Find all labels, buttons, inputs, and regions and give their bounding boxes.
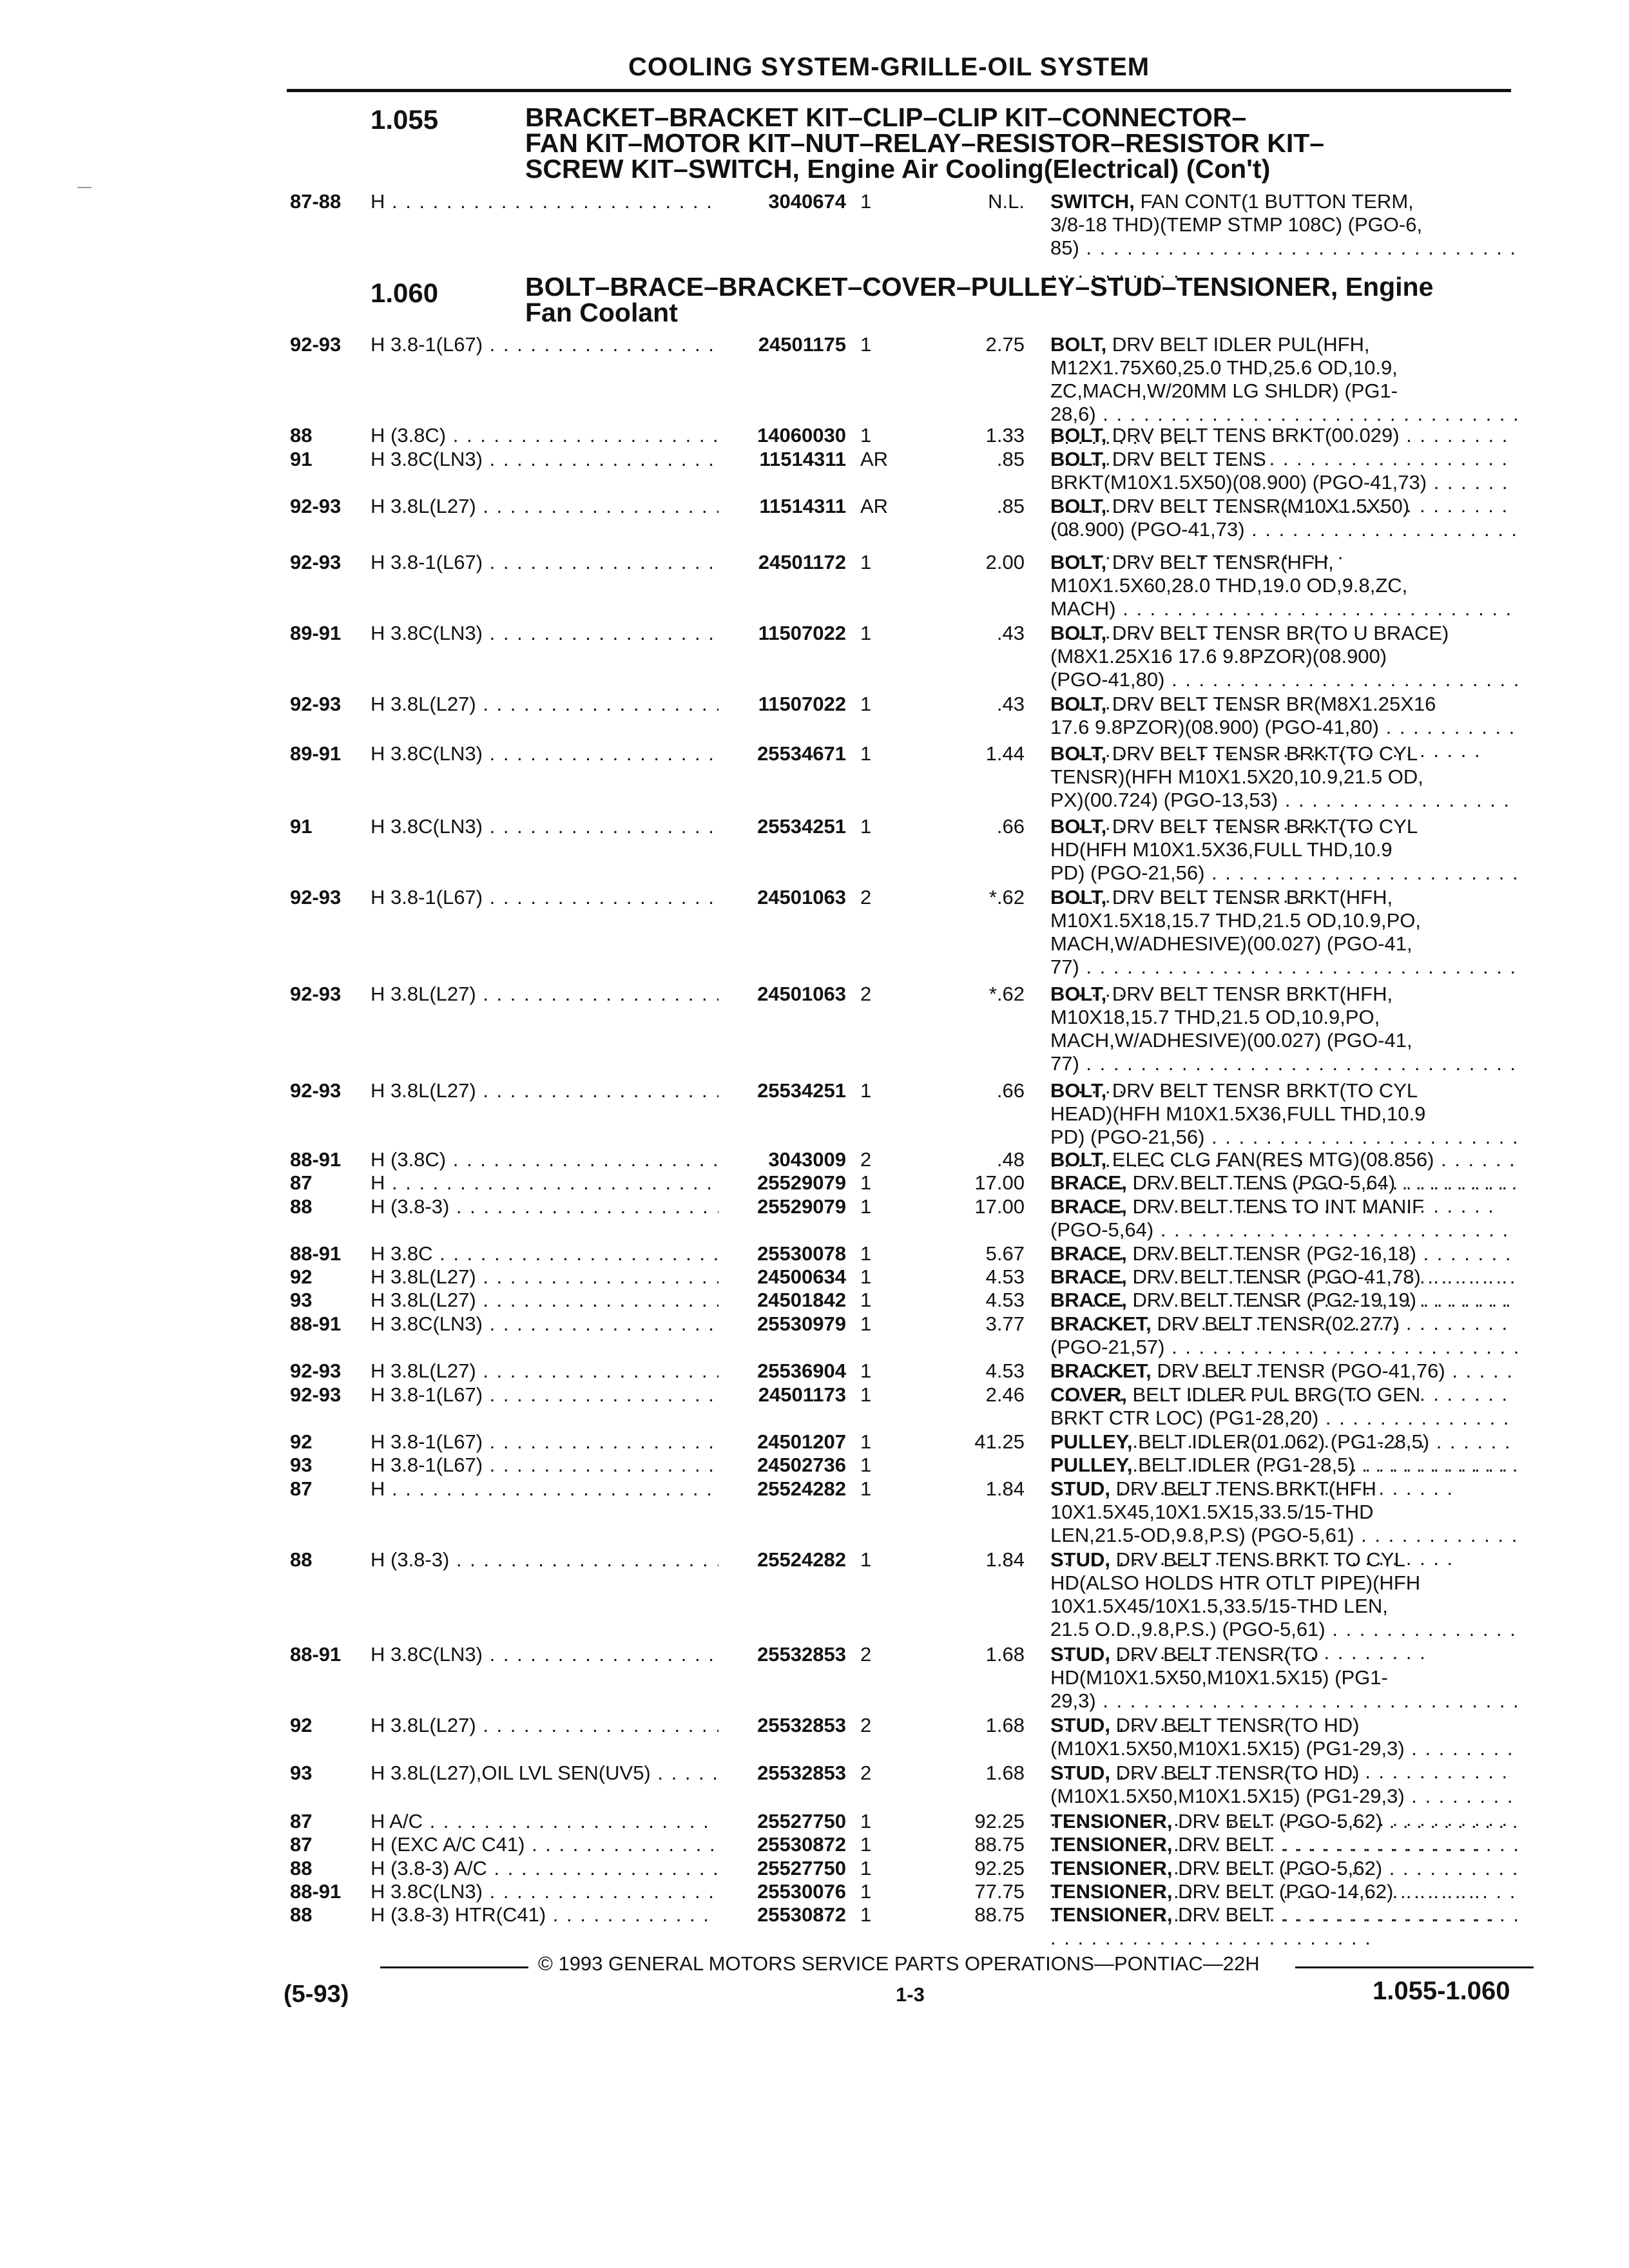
price: .85	[996, 448, 1025, 470]
part-name: SWITCH,	[1050, 190, 1135, 213]
part-name: STUD,	[1050, 1714, 1110, 1736]
part-number: 11514311	[718, 448, 846, 471]
price: .48	[996, 1148, 1025, 1171]
part-name: TENSIONER,	[1050, 1810, 1173, 1832]
price: 1.68	[985, 1714, 1025, 1736]
copyright: © 1993 GENERAL MOTORS SERVICE PARTS OPERATIONS—PONTIAC—22H	[538, 1952, 1260, 1975]
part-detail: DRV BELT TENS BRKT TO CYL HD(ALSO HOLDS HTR OTLT PIPE)(HFH 10X1.5X45/10X1.5,33.5/15-THD LEN, 21.5 O.D.,9.8,P.S.) (PGO-5,61) . . .	[1050, 1548, 1517, 1664]
model-year: 87	[290, 1477, 313, 1500]
quantity: 1	[860, 622, 872, 644]
quantity: 2	[860, 1148, 872, 1171]
model-year: 88	[290, 1195, 313, 1218]
part-name: PULLEY,	[1050, 1454, 1133, 1476]
part-number: 24501842	[718, 1289, 846, 1312]
price: 88.75	[974, 1903, 1025, 1926]
model-year: 92-93	[290, 1383, 342, 1406]
part-number: 25530872	[718, 1903, 846, 1927]
part-detail: DRV BELT TENSR BRKT(TO CYL TENSR)(HFH M10X1.5X20,10.9,21.5 OD, PX)(00.724) (PGO-13,53) . . .	[1050, 742, 1510, 834]
part-detail: DRV BELT TENSR (PGO-41,76) . . .	[1050, 1360, 1514, 1428]
quantity: 1	[860, 1289, 872, 1311]
model-code: H 3.8-1(L67) . . .	[371, 886, 718, 909]
part-number: 25532853	[718, 1714, 846, 1737]
quantity: 1	[860, 1171, 872, 1194]
part-name: BOLT,	[1050, 333, 1107, 356]
quantity: 1	[860, 190, 872, 213]
model-year: 88-91	[290, 1880, 342, 1903]
part-number: 25534251	[718, 1079, 846, 1102]
section-number: 1.060	[371, 278, 439, 308]
quantity: 1	[860, 1312, 872, 1335]
price: 1.68	[985, 1643, 1025, 1666]
price: 5.67	[985, 1242, 1025, 1265]
model-code: H 3.8L(L27) . . .	[371, 1079, 718, 1102]
part-detail: DRV BELT TENSR (PG2-16,18) . . .	[1050, 1242, 1512, 1311]
model-code: H 3.8C(LN3) . . .	[371, 448, 718, 471]
model-code: H . . .	[371, 1477, 718, 1501]
model-year: 88-91	[290, 1242, 342, 1265]
model-code: H 3.8L(L27) . . .	[371, 1265, 718, 1289]
quantity: 1	[860, 1548, 872, 1571]
part-detail: BELT IDLER (PG1-28,5) . . .	[1050, 1454, 1519, 1499]
part-name: BOLT,	[1050, 424, 1107, 447]
model-year: 88	[290, 1903, 313, 1926]
model-code: H (3.8-3) . . .	[371, 1548, 718, 1571]
part-number: 24501175	[718, 333, 846, 356]
part-name: BRACKET,	[1050, 1312, 1152, 1335]
model-year: 91	[290, 448, 313, 470]
model-year: 87	[290, 1810, 313, 1832]
model-code: H 3.8L(L27) . . .	[371, 495, 718, 518]
part-detail: DRV BELT TENSR (PG2-19,19) . . .	[1050, 1289, 1512, 1358]
footer-rule	[380, 1966, 528, 1968]
price: 4.53	[985, 1265, 1025, 1288]
model-code: H 3.8C(LN3) . . .	[371, 742, 718, 765]
quantity: 1	[860, 1079, 872, 1102]
part-number: 11507022	[718, 693, 846, 716]
part-detail: DRV BELT TENS BRKT(HFH 10X1.5X45,10X1.5X15,33.5/15-THD LEN,21.5-OD,9.8,P.S) (PGO-5,61) . . .	[1050, 1477, 1518, 1570]
part-name: TENSIONER,	[1050, 1903, 1173, 1926]
price: 92.25	[974, 1810, 1025, 1832]
model-year: 88	[290, 424, 313, 447]
quantity: 1	[860, 1383, 872, 1406]
footer-rule	[1295, 1966, 1534, 1968]
part-number: 25527750	[718, 1810, 846, 1833]
part-number: 24501207	[718, 1430, 846, 1454]
part-number: 24501172	[718, 551, 846, 574]
model-code: H (3.8C) . . .	[371, 1148, 718, 1171]
part-number: 11514311	[718, 495, 846, 518]
model-year: 88-91	[290, 1312, 342, 1335]
quantity: 1	[860, 1880, 872, 1903]
model-year: 92-93	[290, 693, 342, 715]
model-year: 88	[290, 1548, 313, 1571]
part-detail: DRV BELT TENS BRKT(M10X1.5X50)(08.900) (PGO-41,73) . . .	[1050, 448, 1509, 540]
price: 88.75	[974, 1833, 1025, 1856]
price: 4.53	[985, 1360, 1025, 1382]
part-name: STUD,	[1050, 1477, 1110, 1500]
model-code: H 3.8-1(L67) . . .	[371, 1383, 718, 1407]
price: 17.00	[974, 1171, 1025, 1194]
quantity: 1	[860, 742, 872, 765]
quantity: 1	[860, 333, 872, 356]
part-number: 14060030	[718, 424, 846, 447]
part-detail: DRV BELT TENS BRKT(00.029) . . .	[1050, 424, 1509, 470]
model-code: H 3.8C . . .	[371, 1242, 718, 1265]
part-name: BRACE,	[1050, 1289, 1127, 1311]
quantity: 1	[860, 1477, 872, 1500]
part-number: 25530979	[718, 1312, 846, 1336]
part-detail: DRV BELT (PGO-14,62) . . .	[1050, 1880, 1516, 1926]
model-year: 92-93	[290, 551, 342, 573]
quantity: 1	[860, 1195, 872, 1218]
model-code: H 3.8-1(L67) . . .	[371, 1430, 718, 1454]
model-code: H (3.8-3) A/C . . .	[371, 1857, 718, 1880]
part-name: TENSIONER,	[1050, 1857, 1173, 1879]
price: 92.25	[974, 1857, 1025, 1879]
part-detail: FAN CONT(1 BUTTON TERM, 3/8-18 THD)(TEMP STMP 108C) (PGO-6, 85) . . .	[1050, 190, 1517, 282]
part-name: STUD,	[1050, 1548, 1110, 1571]
model-code: H 3.8-1(L67) . . .	[371, 551, 718, 574]
model-code: H 3.8C(LN3) . . .	[371, 1643, 718, 1666]
part-number: 24502736	[718, 1454, 846, 1477]
part-detail: DRV BELT TENSR BRKT(TO CYL HD(HFH M10X1.5X36,FULL THD,10.9 PD) (PGO-21,56) . . .	[1050, 815, 1519, 907]
section-number: 1.055	[371, 104, 439, 135]
model-year: 92-93	[290, 1079, 342, 1102]
model-year: 93	[290, 1454, 313, 1476]
part-detail: DRV BELT TENSR(TO HD) (M10X1.5X50,M10X1.5X15) (PG1-29,3) . . .	[1050, 1714, 1514, 1783]
model-year: 87	[290, 1833, 313, 1856]
part-name: BOLT,	[1050, 815, 1107, 838]
price: 1.44	[985, 742, 1025, 765]
model-year: 88-91	[290, 1148, 342, 1171]
model-code: H 3.8L(L27) . . .	[371, 1714, 718, 1737]
model-year: 92-93	[290, 333, 342, 356]
model-code: H 3.8C(LN3) . . .	[371, 1880, 718, 1903]
price: 2.75	[985, 333, 1025, 356]
model-code: H . . .	[371, 1171, 718, 1195]
part-detail: DRV BELT IDLER PUL(HFH, M12X1.75X60,25.0 THD,25.6 OD,10.9, ZC,MACH,W/20MM LG SHLDR) (PG1- 28,6) . . .	[1050, 333, 1520, 448]
part-detail: DRV BELT . . .	[1050, 1903, 1520, 1949]
part-number: 25524282	[718, 1477, 846, 1501]
quantity: 2	[860, 1762, 872, 1784]
price: .66	[996, 815, 1025, 838]
quantity: 1	[860, 693, 872, 715]
quantity: 1	[860, 1857, 872, 1879]
model-year: 93	[290, 1289, 313, 1311]
model-year: 87-88	[290, 190, 342, 213]
model-code: H 3.8-1(L67) . . .	[371, 333, 718, 356]
part-detail: DRV BELT . . .	[1050, 1833, 1520, 1879]
model-code: H 3.8C(LN3) . . .	[371, 1312, 718, 1336]
model-year: 88	[290, 1857, 313, 1879]
part-number: 25524282	[718, 1548, 846, 1571]
section-title: BOLT–BRACE–BRACKET–COVER–PULLEY–STUD–TENSIONER, Engine Fan Coolant	[525, 272, 1434, 327]
edge-mark	[77, 187, 92, 188]
model-year: 92-93	[290, 1360, 342, 1382]
part-description	[1050, 190, 1521, 283]
price: 1.33	[985, 424, 1025, 447]
model-code: H (3.8C) . . .	[371, 424, 718, 447]
quantity: 1	[860, 1360, 872, 1382]
part-detail: DRV BELT TENSR BRKT(HFH, M10X1.5X18,15.7 THD,21.5 OD,10.9,PO, MACH,W/ADHESIVE)(00.027) (PGO-41, 77) . . .	[1050, 886, 1517, 1001]
model-year: 92	[290, 1430, 313, 1453]
part-name: BOLT,	[1050, 1079, 1107, 1102]
price: .66	[996, 1079, 1025, 1102]
part-detail: DRV BELT TENSR(TO HD) (M10X1.5X50,M10X1.5X15) (PG1-29,3) . . .	[1050, 1762, 1514, 1831]
price: 41.25	[974, 1430, 1025, 1453]
quantity: 1	[860, 1833, 872, 1856]
part-detail: DRV BELT TENSR BR(TO U BRACE) (M8X1.25X16 17.6 9.8PZOR)(08.900) (PGO-41,80) . . .	[1050, 622, 1520, 714]
part-name: BOLT,	[1050, 622, 1107, 644]
model-year: 92-93	[290, 886, 342, 908]
part-number: 25534251	[718, 815, 846, 838]
part-number: 25536904	[718, 1360, 846, 1383]
part-number: 25530076	[718, 1880, 846, 1903]
model-code: H 3.8C(LN3) . . .	[371, 815, 718, 838]
model-year: 92	[290, 1265, 313, 1288]
page-title: COOLING SYSTEM-GRILLE-OIL SYSTEM	[628, 53, 1150, 81]
quantity: 1	[860, 815, 872, 838]
price: 1.68	[985, 1762, 1025, 1784]
quantity: 2	[860, 1643, 872, 1666]
model-code: H 3.8C(LN3) . . .	[371, 622, 718, 645]
quantity: 1	[860, 1265, 872, 1288]
quantity: 1	[860, 1454, 872, 1476]
model-code: H 3.8L(L27),OIL LVL SEN(UV5) . . .	[371, 1762, 718, 1785]
price: .43	[996, 622, 1025, 644]
part-name: BOLT,	[1050, 742, 1107, 765]
quantity: 1	[860, 1430, 872, 1453]
model-year: 92-93	[290, 495, 342, 517]
part-number: 25530872	[718, 1833, 846, 1856]
part-detail: DRV BELT TENS (PGO-5,64) . . .	[1050, 1171, 1518, 1217]
price: 1.84	[985, 1548, 1025, 1571]
part-detail: DRV BELT TENSR BRKT(TO CYL HEAD)(HFH M10X1.5X36,FULL THD,10.9 PD) (PGO-21,56) . . .	[1050, 1079, 1519, 1171]
part-number: 25530078	[718, 1242, 846, 1265]
section-range: 1.055-1.060	[1373, 1977, 1510, 2005]
price: 2.46	[985, 1383, 1025, 1406]
page-footer	[0, 1952, 1629, 2030]
part-number: 11507022	[718, 622, 846, 645]
part-number: 25532853	[718, 1762, 846, 1785]
part-name: TENSIONER,	[1050, 1880, 1173, 1903]
part-number: 25529079	[718, 1195, 846, 1218]
part-number: 25527750	[718, 1857, 846, 1880]
part-detail: DRV BELT TENSR(02.277) (PGO-21,57) . . .	[1050, 1312, 1520, 1381]
price: *.62	[988, 983, 1025, 1005]
part-name: BOLT,	[1050, 983, 1107, 1005]
part-name: BOLT,	[1050, 448, 1107, 470]
price: 17.00	[974, 1195, 1025, 1218]
page-number: 1-3	[896, 1983, 925, 2006]
price: N.L.	[988, 190, 1025, 213]
part-number: 25534671	[718, 742, 846, 765]
quantity: 2	[860, 983, 872, 1005]
part-detail: DRV BELT (PGO-5,62) . . .	[1050, 1810, 1519, 1856]
price: .85	[996, 495, 1025, 517]
part-detail: DRV BELT TENSR BRKT(HFH, M10X18,15.7 THD,21.5 OD,10.9,PO, MACH,W/ADHESIVE)(00.027) (PGO-41, 77) . . .	[1050, 983, 1517, 1098]
part-name: BOLT,	[1050, 693, 1107, 715]
model-code: H 3.8L(L27) . . .	[371, 1289, 718, 1312]
page-header	[287, 49, 1511, 92]
part-name: TENSIONER,	[1050, 1833, 1173, 1856]
part-number: 3040674	[718, 190, 846, 213]
model-year: 89-91	[290, 622, 342, 644]
model-code: H 3.8L(L27) . . .	[371, 693, 718, 716]
part-name: BRACKET,	[1050, 1360, 1152, 1382]
part-number: 24501063	[718, 886, 846, 909]
section-title: BRACKET–BRACKET KIT–CLIP–CLIP KIT–CONNECTOR– FAN KIT–MOTOR KIT–NUT–RELAY–RESISTOR–RESISTOR KIT– SCREW KIT–SWITCH, Engine Air Cooling(Electrical) (Con't)	[525, 102, 1325, 184]
part-name: COVER,	[1050, 1383, 1127, 1406]
model-year: 89-91	[290, 742, 342, 765]
part-detail: BELT IDLER(01.062) (PG1-28,5) . . .	[1050, 1430, 1511, 1499]
part-name: BOLT,	[1050, 495, 1107, 517]
quantity: AR	[860, 495, 889, 517]
model-year: 93	[290, 1762, 313, 1784]
part-name: BOLT,	[1050, 1148, 1107, 1171]
part-number: 24501173	[718, 1383, 846, 1407]
model-code: H 3.8-1(L67) . . .	[371, 1454, 718, 1477]
part-detail: DRV BELT TENSR (PGO-41,78) . . .	[1050, 1265, 1516, 1334]
part-number: 3043009	[718, 1148, 846, 1171]
model-year: 92	[290, 1714, 313, 1736]
price: 1.84	[985, 1477, 1025, 1500]
price: 2.00	[985, 551, 1025, 573]
part-detail: DRV BELT TENSR BR(M8X1.25X16 17.6 9.8PZOR)(08.900) (PGO-41,80) . . .	[1050, 693, 1516, 762]
part-name: STUD,	[1050, 1762, 1110, 1784]
part-detail: DRV BELT TENSR(HFH, M10X1.5X60,28.0 THD,19.0 OD,9.8,ZC, MACH) . . .	[1050, 551, 1512, 643]
part-description	[1050, 1903, 1521, 1950]
quantity: 1	[860, 1810, 872, 1832]
part-detail: ELEC CLG FAN(RES MTG)(08.856) . . .	[1050, 1148, 1516, 1217]
model-code: H . . .	[371, 190, 718, 213]
part-name: STUD,	[1050, 1643, 1110, 1666]
part-name: BOLT,	[1050, 886, 1107, 908]
model-code: H 3.8L(L27) . . .	[371, 983, 718, 1006]
part-name: BRACE,	[1050, 1242, 1127, 1265]
model-year: 87	[290, 1171, 313, 1194]
part-name: PULLEY,	[1050, 1430, 1133, 1453]
price: 4.53	[985, 1289, 1025, 1311]
model-code: H (EXC A/C C41) . . .	[371, 1833, 718, 1856]
model-year: 91	[290, 815, 313, 838]
quantity: 1	[860, 424, 872, 447]
quantity: 1	[860, 1903, 872, 1926]
model-code: H (3.8-3) . . .	[371, 1195, 718, 1218]
quantity: 2	[860, 886, 872, 908]
part-name: BRACE,	[1050, 1171, 1127, 1194]
part-number: 25529079	[718, 1171, 846, 1195]
part-detail: DRV BELT TENS TO INT MANIF (PGO-5,64) . . .	[1050, 1195, 1509, 1264]
quantity: 1	[860, 551, 872, 573]
part-name: BRACE,	[1050, 1265, 1127, 1288]
part-name: BOLT,	[1050, 551, 1107, 573]
quantity: AR	[860, 448, 889, 470]
price: 3.77	[985, 1312, 1025, 1335]
price: *.62	[988, 886, 1025, 908]
part-number: 24501063	[718, 983, 846, 1006]
quantity: 2	[860, 1714, 872, 1736]
model-year: 88-91	[290, 1643, 342, 1666]
part-detail: DRV BELT TENSR(M10X1.5X50) (08.900) (PGO-41,73) . . .	[1050, 495, 1518, 564]
model-year: 92-93	[290, 983, 342, 1005]
price: 77.75	[974, 1880, 1025, 1903]
model-code: H (3.8-3) HTR(C41) . . .	[371, 1903, 718, 1927]
part-detail: DRV BELT (PGO-5,62) . . .	[1050, 1857, 1519, 1903]
part-detail: DRV BELT TENSR(TO HD(M10X1.5X50,M10X1.5X15) (PG1- 29,3) . . .	[1050, 1643, 1520, 1735]
date-code: (5-93)	[284, 1981, 349, 2008]
quantity: 1	[860, 1242, 872, 1265]
part-name: BRACE,	[1050, 1195, 1127, 1218]
part-detail: BELT IDLER PUL BRG(TO GEN BRKT CTR LOC) (PG1-28,20) . . .	[1050, 1383, 1510, 1452]
model-code: H 3.8L(L27) . . .	[371, 1360, 718, 1383]
model-code: H A/C . . .	[371, 1810, 718, 1833]
part-number: 24500634	[718, 1265, 846, 1289]
price: .43	[996, 693, 1025, 715]
part-number: 25532853	[718, 1643, 846, 1666]
